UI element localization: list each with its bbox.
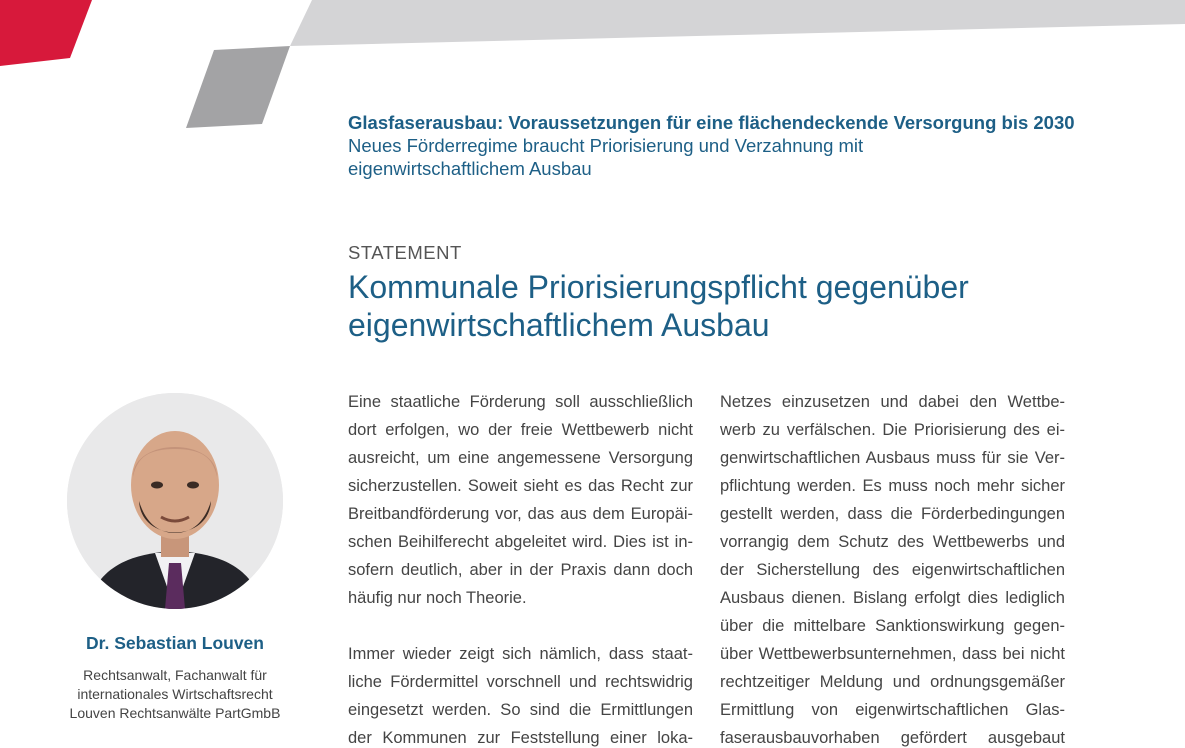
text-line: Eine staatliche Förderung soll ausschließlich — [348, 393, 693, 411]
gray-band-dark — [186, 46, 290, 128]
text-line: über Wettbewerbsunternehmen, dass bei nicht — [720, 645, 1065, 663]
author-specialty-line: internationales Wirtschaftsrecht — [77, 686, 273, 702]
publication-title: Glasfaserausbau: Voraussetzungen für eine flächendeckende Versorgung bis 2030 — [348, 112, 1075, 133]
text-line: der Kommunen zur Feststellung einer loka- — [348, 729, 693, 747]
text-line: rechtzeitiger Meldung und ordnungsgemäßer — [720, 673, 1065, 691]
text-line: der Sicherstellung des eigenwirtschaftlichen — [720, 561, 1065, 579]
article-headline: Kommunale Priorisierungspflicht gegenüber eigenwirtschaftlichem Ausbau — [348, 269, 969, 343]
text-line: dort erfolgen, wo der freie Wettbewerb nicht — [348, 421, 693, 439]
publication-header — [348, 111, 1148, 180]
text-line: sofern deutlich, aber in der Praxis dann doch — [348, 561, 693, 579]
text-column-left — [348, 388, 693, 748]
text-line: sicherzustellen. Soweit sieht es das Recht zur — [348, 477, 693, 495]
article-kicker: STATEMENT — [348, 242, 462, 263]
text-line: liche Fördermittel vorschnell und rechtswidrig — [348, 673, 693, 691]
text-line: faserausbauvorhaben gefördert ausgebaut — [720, 729, 1065, 747]
author-details — [0, 666, 350, 723]
text-line: Breitbandförderung vor, das aus dem Europäi- — [348, 505, 693, 523]
text-line: schen Beihilferecht abgeleitet wird. Dies ist in- — [348, 533, 693, 551]
text-line: vorrangig dem Schutz des Wettbewerbs und — [720, 533, 1065, 551]
paragraph-gap — [348, 612, 693, 640]
text-line: Netzes einzusetzen und dabei den Wettbe- — [720, 393, 1065, 411]
text-line: gestellt werden, dass die Förderbedingungen — [720, 505, 1065, 523]
author-title-line: Rechtsanwalt, Fachanwalt für — [83, 667, 267, 683]
red-accent-shape — [0, 0, 92, 66]
text-line: pflichtung werden. Es muss noch mehr sicher — [720, 477, 1065, 495]
text-line: Ermittlung von eigenwirtschaftlichen Glas- — [720, 701, 1065, 719]
portrait-illustration — [67, 393, 283, 609]
gray-band-light — [290, 0, 1185, 46]
author-firm-line: Louven Rechtsanwälte PartGmbB — [69, 705, 281, 721]
publication-subtitle: Neues Förderregime braucht Priorisierung und Verzahnung mit eigenwirtschaftlichem Ausbau — [348, 135, 864, 179]
text-line: häufig nur noch Theorie. — [348, 589, 527, 607]
text-line: über die mittelbare Sanktionswirkung gegen- — [720, 617, 1065, 635]
text-line: eingesetzt werden. So sind die Ermittlungen — [348, 701, 693, 719]
text-line: ausreicht, um eine angemessene Versorgung — [348, 449, 693, 467]
text-column-right — [720, 388, 1065, 748]
text-line: genwirtschaftlichen Ausbaus muss für sie Ver- — [720, 449, 1065, 467]
text-line: Immer wieder zeigt sich nämlich, dass staat- — [348, 645, 693, 663]
text-line: werb zu verfälschen. Die Priorisierung des ei- — [720, 421, 1065, 439]
text-line: Ausbaus dienen. Bislang erfolgt dies lediglich — [720, 589, 1065, 607]
author-portrait — [67, 393, 283, 609]
author-name: Dr. Sebastian Louven — [86, 633, 264, 653]
